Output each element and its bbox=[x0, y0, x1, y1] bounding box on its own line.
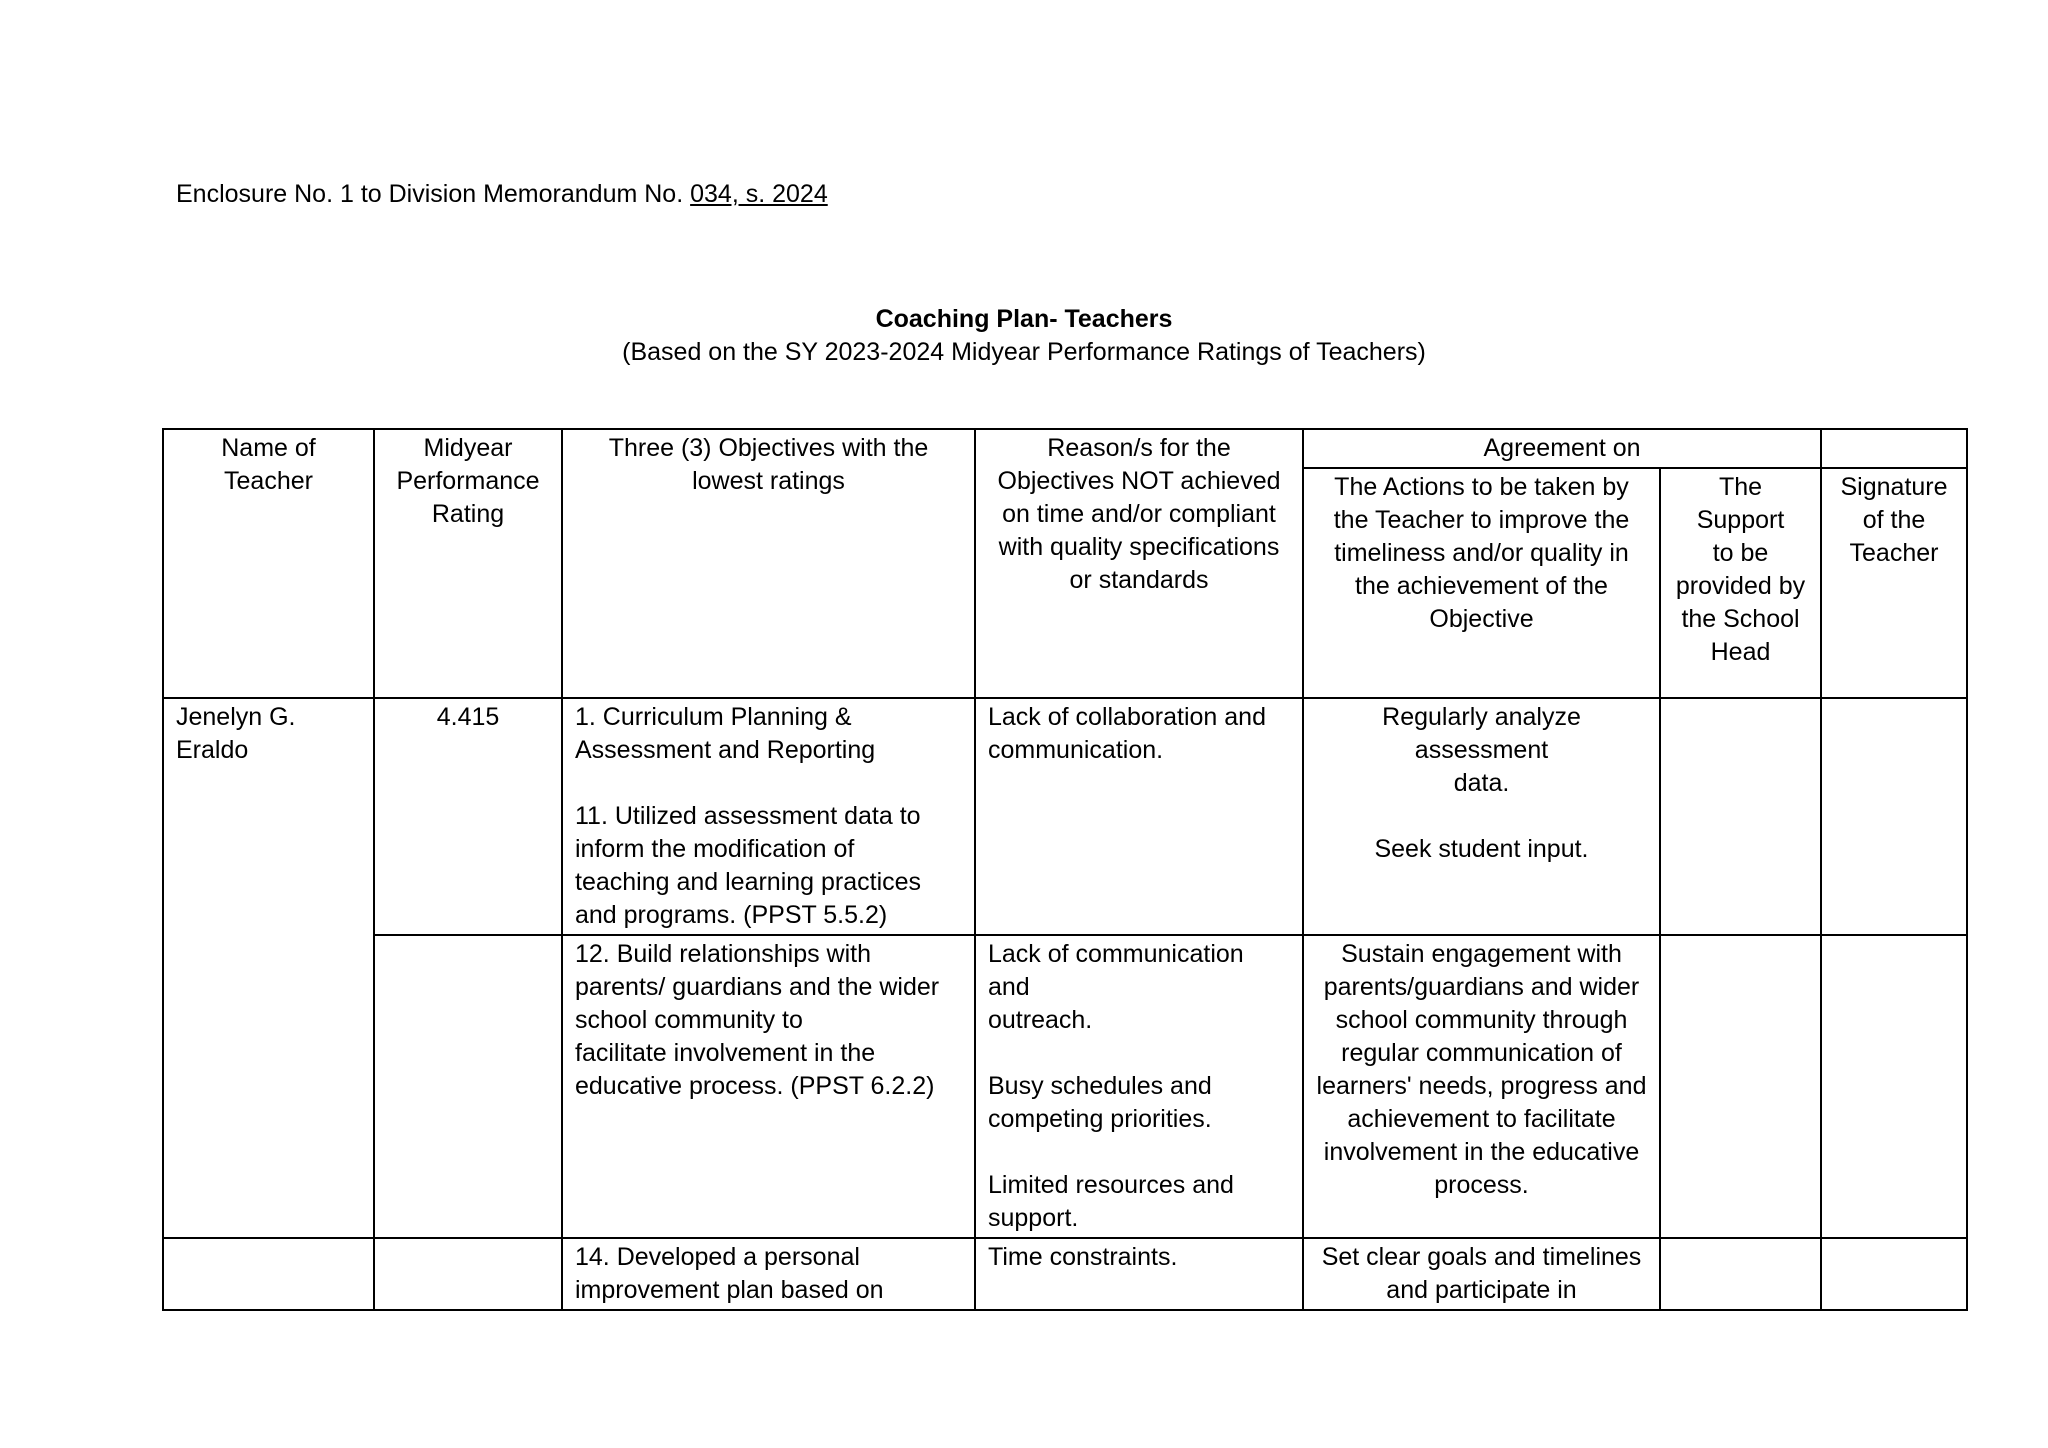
header-row-top bbox=[163, 429, 1967, 468]
rating-cell bbox=[374, 935, 562, 1238]
teacher-name-cell: Jenelyn G. Eraldo bbox=[163, 698, 374, 1238]
reason-cell: Lack of collaboration and communication. bbox=[975, 698, 1303, 935]
table-row bbox=[163, 1238, 1967, 1310]
enclosure-line bbox=[176, 178, 828, 210]
header-actions: The Actions to be taken by the Teacher to improve the timeliness and/or quality in the achievement of the Objective bbox=[1303, 468, 1660, 698]
rating-cell: 4.415 bbox=[374, 698, 562, 935]
support-cell bbox=[1660, 1238, 1821, 1310]
header-reasons: Reason/s for the Objectives NOT achieved on time and/or compliant with quality specifications or standards bbox=[975, 429, 1303, 698]
action-cell: Regularly analyze assessment data. Seek student input. bbox=[1303, 698, 1660, 935]
coaching-plan-table bbox=[162, 428, 1968, 1311]
header-lowest-objectives: Three (3) Objectives with the lowest ratings bbox=[562, 429, 975, 698]
action-cell: Sustain engagement with parents/guardians and wider school community through regular communication of learners' needs, progress and achievement to facilitate involvement in the educative process. bbox=[1303, 935, 1660, 1238]
header-name-of-teacher: Name of Teacher bbox=[163, 429, 374, 698]
signature-cell bbox=[1821, 1238, 1967, 1310]
support-cell bbox=[1660, 935, 1821, 1238]
signature-cell bbox=[1821, 698, 1967, 935]
table-row bbox=[163, 698, 1967, 935]
reason-cell: Time constraints. bbox=[975, 1238, 1303, 1310]
teacher-name-cell bbox=[163, 1238, 374, 1310]
objective-cell: 14. Developed a personal improvement plan based on bbox=[562, 1238, 975, 1310]
header-midyear-rating: Midyear Performance Rating bbox=[374, 429, 562, 698]
header-agreement-on: Agreement on bbox=[1303, 429, 1821, 468]
rating-cell bbox=[374, 1238, 562, 1310]
header-support: The Support to be provided by the School Head bbox=[1660, 468, 1821, 698]
reason-cell: Lack of communication and outreach. Busy schedules and competing priorities. Limited resources and support. bbox=[975, 935, 1303, 1238]
support-cell bbox=[1660, 698, 1821, 935]
header-blank bbox=[1821, 429, 1967, 468]
table-row bbox=[163, 935, 1967, 1238]
objective-cell: 1. Curriculum Planning & Assessment and Reporting 11. Utilized assessment data to inform the modification of teaching and learning practices and programs. (PPST 5.5.2) bbox=[562, 698, 975, 935]
enclosure-prefix: Enclosure No. 1 to Division Memorandum No. bbox=[176, 180, 691, 208]
header-signature: Signature of the Teacher bbox=[1821, 468, 1967, 698]
memorandum-reference: 034, s. 2024 bbox=[690, 180, 828, 208]
objective-cell: 12. Build relationships with parents/ guardians and the wider school community to facilitate involvement in the educative process. (PPST 6.2.2) bbox=[562, 935, 975, 1238]
document-subtitle: (Based on the SY 2023-2024 Midyear Performance Ratings of Teachers) bbox=[622, 338, 1426, 366]
signature-cell bbox=[1821, 935, 1967, 1238]
document-title: Coaching Plan- Teachers bbox=[875, 305, 1173, 333]
action-cell: Set clear goals and timelines and participate in bbox=[1303, 1238, 1660, 1310]
